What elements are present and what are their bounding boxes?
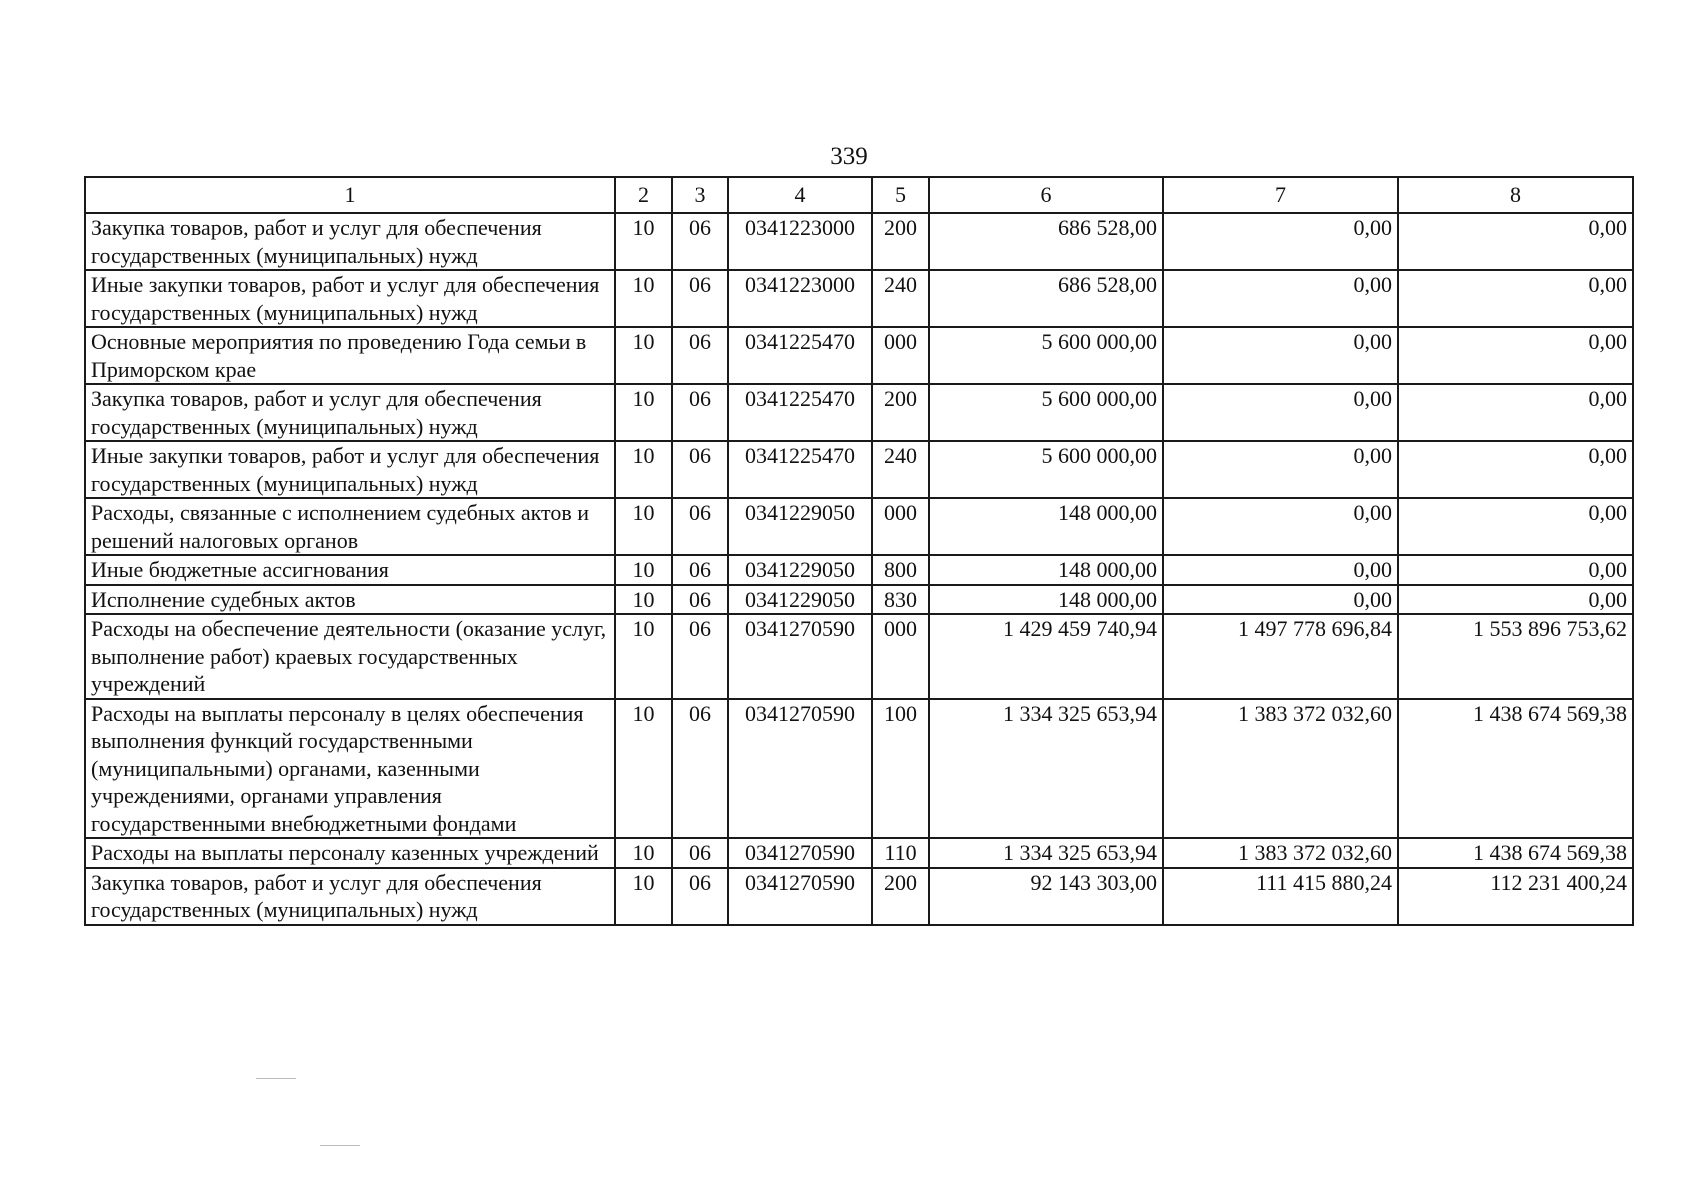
page-number: 339 [830, 143, 868, 170]
row-expense-type: 800 [872, 555, 929, 585]
row-amount-col7: 0,00 [1163, 213, 1398, 270]
row-name: Иные закупки товаров, работ и услуг для обеспечения государственных (муниципальных) нужд [85, 270, 615, 327]
header-cell-2: 2 [615, 177, 672, 213]
row-amount-col7: 1 383 372 032,60 [1163, 838, 1398, 868]
row-amount-col8: 112 231 400,24 [1398, 868, 1633, 925]
row-amount-col7: 0,00 [1163, 555, 1398, 585]
table-row [85, 270, 1633, 327]
row-amount-col6: 5 600 000,00 [929, 327, 1163, 384]
row-amount-col8: 1 438 674 569,38 [1398, 699, 1633, 839]
row-name: Иные закупки товаров, работ и услуг для обеспечения государственных (муниципальных) нужд [85, 441, 615, 498]
row-amount-col8: 0,00 [1398, 498, 1633, 555]
row-section: 10 [615, 498, 672, 555]
row-subsection: 06 [672, 498, 728, 555]
row-expense-type: 240 [872, 270, 929, 327]
row-amount-col8: 0,00 [1398, 585, 1633, 615]
row-section: 10 [615, 441, 672, 498]
row-target-code: 0341229050 [728, 585, 872, 615]
row-amount-col7: 1 497 778 696,84 [1163, 614, 1398, 699]
row-target-code: 0341223000 [728, 213, 872, 270]
row-name: Исполнение судебных актов [85, 585, 615, 615]
row-amount-col6: 5 600 000,00 [929, 384, 1163, 441]
row-amount-col8: 0,00 [1398, 327, 1633, 384]
row-amount-col8: 0,00 [1398, 213, 1633, 270]
row-name: Закупка товаров, работ и услуг для обеспечения государственных (муниципальных) нужд [85, 384, 615, 441]
row-amount-col6: 92 143 303,00 [929, 868, 1163, 925]
row-amount-col6: 1 334 325 653,94 [929, 699, 1163, 839]
row-expense-type: 200 [872, 384, 929, 441]
row-name: Расходы на выплаты персоналу в целях обеспечения выполнения функций государственными (муниципальными) органами, казенными учреждениями, органами управления государственными внебюджетными фондами [85, 699, 615, 839]
row-target-code: 0341270590 [728, 838, 872, 868]
row-amount-col6: 5 600 000,00 [929, 441, 1163, 498]
row-amount-col6: 148 000,00 [929, 585, 1163, 615]
row-amount-col8: 1 553 896 753,62 [1398, 614, 1633, 699]
row-section: 10 [615, 585, 672, 615]
row-subsection: 06 [672, 327, 728, 384]
row-subsection: 06 [672, 614, 728, 699]
row-subsection: 06 [672, 699, 728, 839]
row-amount-col6: 686 528,00 [929, 270, 1163, 327]
row-subsection: 06 [672, 441, 728, 498]
row-target-code: 0341270590 [728, 699, 872, 839]
row-target-code: 0341225470 [728, 327, 872, 384]
row-amount-col6: 686 528,00 [929, 213, 1163, 270]
row-expense-type: 000 [872, 498, 929, 555]
row-expense-type: 000 [872, 327, 929, 384]
row-amount-col8: 1 438 674 569,38 [1398, 838, 1633, 868]
header-cell-5: 5 [872, 177, 929, 213]
row-name: Расходы, связанные с исполнением судебных актов и решений налоговых органов [85, 498, 615, 555]
row-target-code: 0341270590 [728, 868, 872, 925]
table-row [85, 327, 1633, 384]
row-target-code: 0341229050 [728, 555, 872, 585]
row-name: Расходы на обеспечение деятельности (оказание услуг, выполнение работ) краевых государственных учреждений [85, 614, 615, 699]
row-target-code: 0341229050 [728, 498, 872, 555]
row-amount-col7: 111 415 880,24 [1163, 868, 1398, 925]
row-amount-col7: 0,00 [1163, 270, 1398, 327]
table-row [85, 213, 1633, 270]
header-cell-3: 3 [672, 177, 728, 213]
header-cell-6: 6 [929, 177, 1163, 213]
row-section: 10 [615, 868, 672, 925]
row-amount-col6: 1 334 325 653,94 [929, 838, 1163, 868]
header-cell-8: 8 [1398, 177, 1633, 213]
row-target-code: 0341225470 [728, 384, 872, 441]
table-row [85, 384, 1633, 441]
row-section: 10 [615, 213, 672, 270]
table-row [85, 498, 1633, 555]
row-name: Расходы на выплаты персоналу казенных учреждений [85, 838, 615, 868]
row-subsection: 06 [672, 384, 728, 441]
row-subsection: 06 [672, 838, 728, 868]
row-subsection: 06 [672, 585, 728, 615]
row-amount-col8: 0,00 [1398, 555, 1633, 585]
table-row [85, 838, 1633, 868]
row-amount-col6: 148 000,00 [929, 555, 1163, 585]
table-row [85, 699, 1633, 839]
row-section: 10 [615, 699, 672, 839]
budget-table [84, 176, 1634, 926]
row-expense-type: 200 [872, 213, 929, 270]
scan-artifact [256, 1078, 296, 1079]
table-row [85, 868, 1633, 925]
row-amount-col7: 1 383 372 032,60 [1163, 699, 1398, 839]
row-amount-col7: 0,00 [1163, 585, 1398, 615]
table-row [85, 614, 1633, 699]
row-amount-col6: 148 000,00 [929, 498, 1163, 555]
header-cell-7: 7 [1163, 177, 1398, 213]
row-amount-col8: 0,00 [1398, 270, 1633, 327]
row-name: Основные мероприятия по проведению Года семьи в Приморском крае [85, 327, 615, 384]
row-expense-type: 240 [872, 441, 929, 498]
table-row [85, 441, 1633, 498]
row-target-code: 0341223000 [728, 270, 872, 327]
row-amount-col8: 0,00 [1398, 441, 1633, 498]
row-name: Закупка товаров, работ и услуг для обеспечения государственных (муниципальных) нужд [85, 868, 615, 925]
row-subsection: 06 [672, 868, 728, 925]
row-amount-col7: 0,00 [1163, 441, 1398, 498]
row-subsection: 06 [672, 555, 728, 585]
row-section: 10 [615, 614, 672, 699]
row-subsection: 06 [672, 213, 728, 270]
row-target-code: 0341225470 [728, 441, 872, 498]
row-amount-col6: 1 429 459 740,94 [929, 614, 1163, 699]
row-subsection: 06 [672, 270, 728, 327]
row-section: 10 [615, 555, 672, 585]
row-amount-col7: 0,00 [1163, 327, 1398, 384]
row-expense-type: 200 [872, 868, 929, 925]
scan-artifact [320, 1145, 360, 1146]
row-amount-col8: 0,00 [1398, 384, 1633, 441]
table-row [85, 555, 1633, 585]
row-name: Иные бюджетные ассигнования [85, 555, 615, 585]
row-section: 10 [615, 270, 672, 327]
row-amount-col7: 0,00 [1163, 498, 1398, 555]
row-expense-type: 110 [872, 838, 929, 868]
row-expense-type: 000 [872, 614, 929, 699]
row-section: 10 [615, 838, 672, 868]
row-expense-type: 100 [872, 699, 929, 839]
row-section: 10 [615, 327, 672, 384]
row-expense-type: 830 [872, 585, 929, 615]
row-name: Закупка товаров, работ и услуг для обеспечения государственных (муниципальных) нужд [85, 213, 615, 270]
header-cell-1: 1 [85, 177, 615, 213]
header-row [85, 177, 1633, 213]
row-amount-col7: 0,00 [1163, 384, 1398, 441]
row-target-code: 0341270590 [728, 614, 872, 699]
table-row [85, 585, 1633, 615]
header-cell-4: 4 [728, 177, 872, 213]
row-section: 10 [615, 384, 672, 441]
